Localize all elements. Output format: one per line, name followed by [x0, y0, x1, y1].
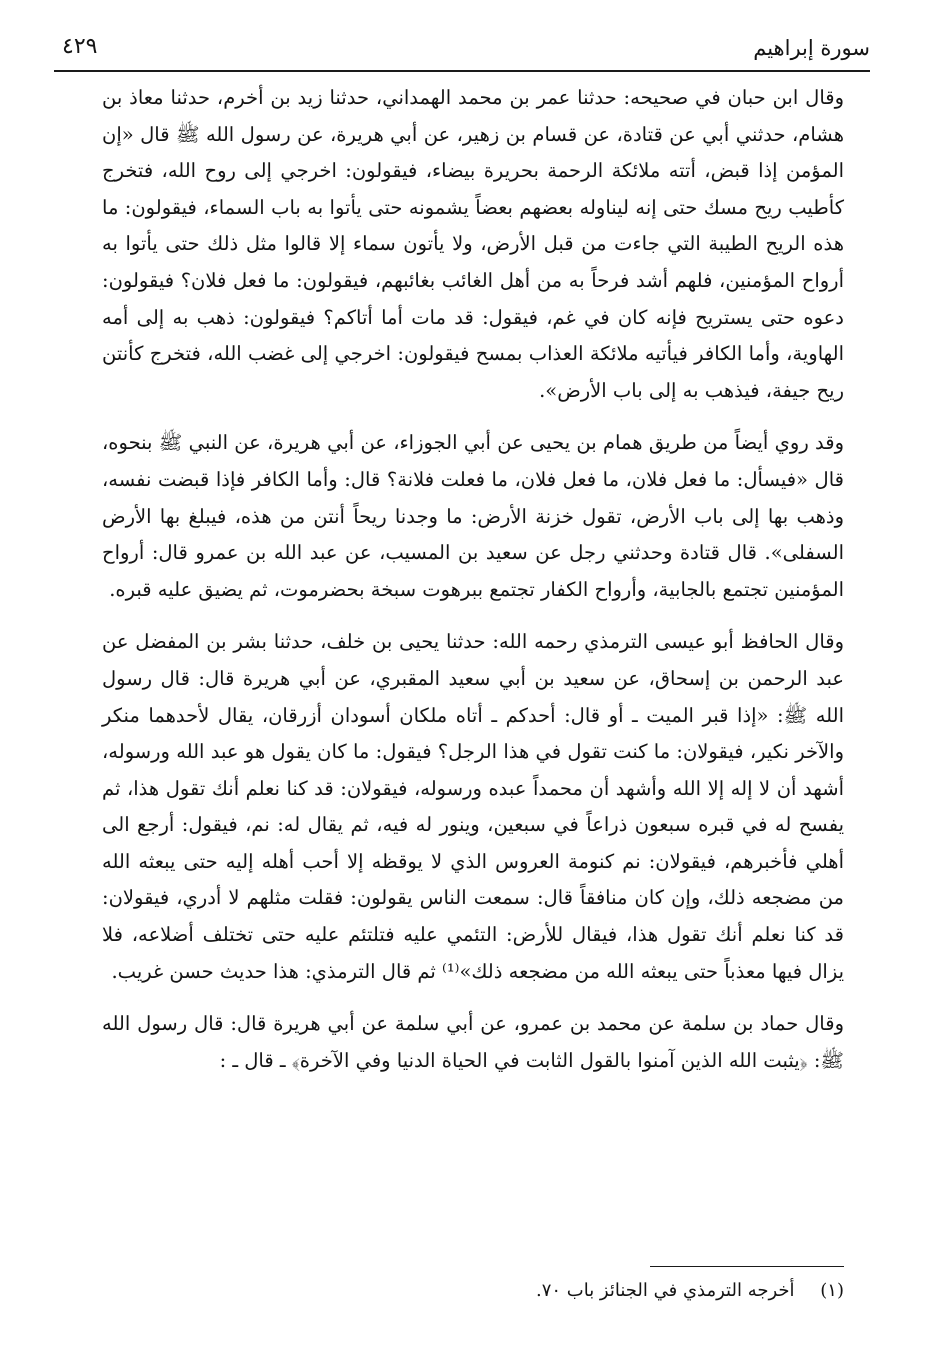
footnote-text: أخرجه الترمذي في الجنائز باب ٧٠. [535, 1280, 795, 1301]
header-rule [54, 70, 870, 72]
paragraph-tirmidhi: وقال الحافظ أبو عيسى الترمذي رحمه الله: حدثنا يحيى بن خلف، حدثنا بشر بن المفضل عن عبد الرحمن بن إسحاق، عن سعيد بن أبي سعيد المقبري، عن أبي هريرة قال: قال رسول الله ﷺ: «إذا قبر الميت ـ أو قال: أحدكم ـ أتاه ملكان أسودان أزرقان، يقال لأحدهما منكر والآخر نكير، فيقولان: ما كنت تقول في هذا الرجل؟ فيقول: ما كان يقول هو عبد الله ورسوله، أشهد أن لا إله إلا الله وأشهد أن محمداً عبده ورسوله، فيقولان: قد كنا نعلم أنك تقول هذا، ثم يفسح له في قبره سبعون ذراعاً في سبعين، وينور له فيه، ثم يقال له: نم، فيقول: أرجع الى أهلي فأخبرهم، فيقولان: نم كنومة العروس الذي لا يوقظه إلا أحب أهله إليه حتى يبعثه الله من مضجعه ذلك، وإن كان منافقاً قال: سمعت الناس يقولون: فقلت مثلهم لا أدري، فيقولان: قد كنا نعلم أنك تقول هذا، فيقال للأرض: التئمي عليه فتلتئم عليه حتى تختلف أضلاعه، فلا يزال فيها معذباً حتى يبعثه الله من مضجعه ذلك»⁽¹⁾ ثم قال الترمذي: هذا حديث حسن غريب. [102, 630, 844, 983]
main-text [102, 80, 844, 1079]
paragraph-ibn-hibban: وقال ابن حبان في صحيحه: حدثنا عمر بن محمد الهمداني، حدثنا زيد بن أخرم، حدثنا معاذ بن هشام، حدثني أبي عن قتادة، عن قسام بن زهير، عن أبي هريرة، عن رسول الله ﷺ قال «إن المؤمن إذا قبض، أتته ملائكة الرحمة بحريرة بيضاء، فيقولون: اخرجي إلى روح الله، فتخرج كأطيب ريح مسك حتى إنه ليناوله بعضهم بعضاً يشمونه حتى يأتوا به باب السماء، فيقولون: ما هذه الريح الطيبة التي جاءت من قبل الأرض، ولا يأتون سماء إلا قالوا مثل ذلك حتى يأتوا به أرواح المؤمنين، فلهم أشد فرحاً به من أهل الغائب بغائبهم، فيقولون: ما فعل فلان؟ فيقولون: دعوه حتى يستريح فإنه كان في غم، فيقول: قد مات أما أتاكم؟ فيقولون: ذهب به إلى أمه الهاوية، وأما الكافر فيأتيه ملائكة العذاب بمسح فيقولون: اخرجي إلى غضب الله، فتخرج كأنتن ريح جيفة، فيذهب به إلى باب الأرض». [102, 86, 844, 402]
footnote-number: (١) [820, 1280, 844, 1301]
paragraph-hammam: وقد روي أيضاً من طريق همام بن يحيى عن أبي الجوزاء، عن أبي هريرة، عن النبي ﷺ بنحوه، قال «فيسأل: ما فعل فلان، ما فعل فلان، ما فعلت فلانة؟ قال: وأما الكافر فإذا قبضت نفسه، وذهب بها إلى باب الأرض، تقول خزنة الأرض: ما وجدنا ريحاً أنتن من هذه، فيبلغ بها الأرض السفلى». قال قتادة وحدثني رجل عن سعيد بن المسيب، عن عبد الله بن عمرو قال: أرواح المؤمنين تجتمع بالجابية، وأرواح الكفار تجتمع ببرهوت سبخة بحضرموت، ثم يضيق عليه قبره. [102, 431, 844, 601]
paragraph-hammad: وقال حماد بن سلمة عن محمد بن عمرو، عن أبي سلمة عن أبي هريرة قال: قال رسول الله ﷺ: ﴿يثبت الله الذين آمنوا بالقول الثابت في الحياة الدنيا وفي الآخرة﴾ ـ قال ـ : [102, 1012, 844, 1072]
footnote [102, 1276, 844, 1306]
surah-title: سورة إبراهيم [753, 36, 870, 60]
page-number: ٤٢٩ [62, 34, 98, 59]
page-header [54, 28, 870, 68]
footnote-rule [650, 1266, 844, 1267]
